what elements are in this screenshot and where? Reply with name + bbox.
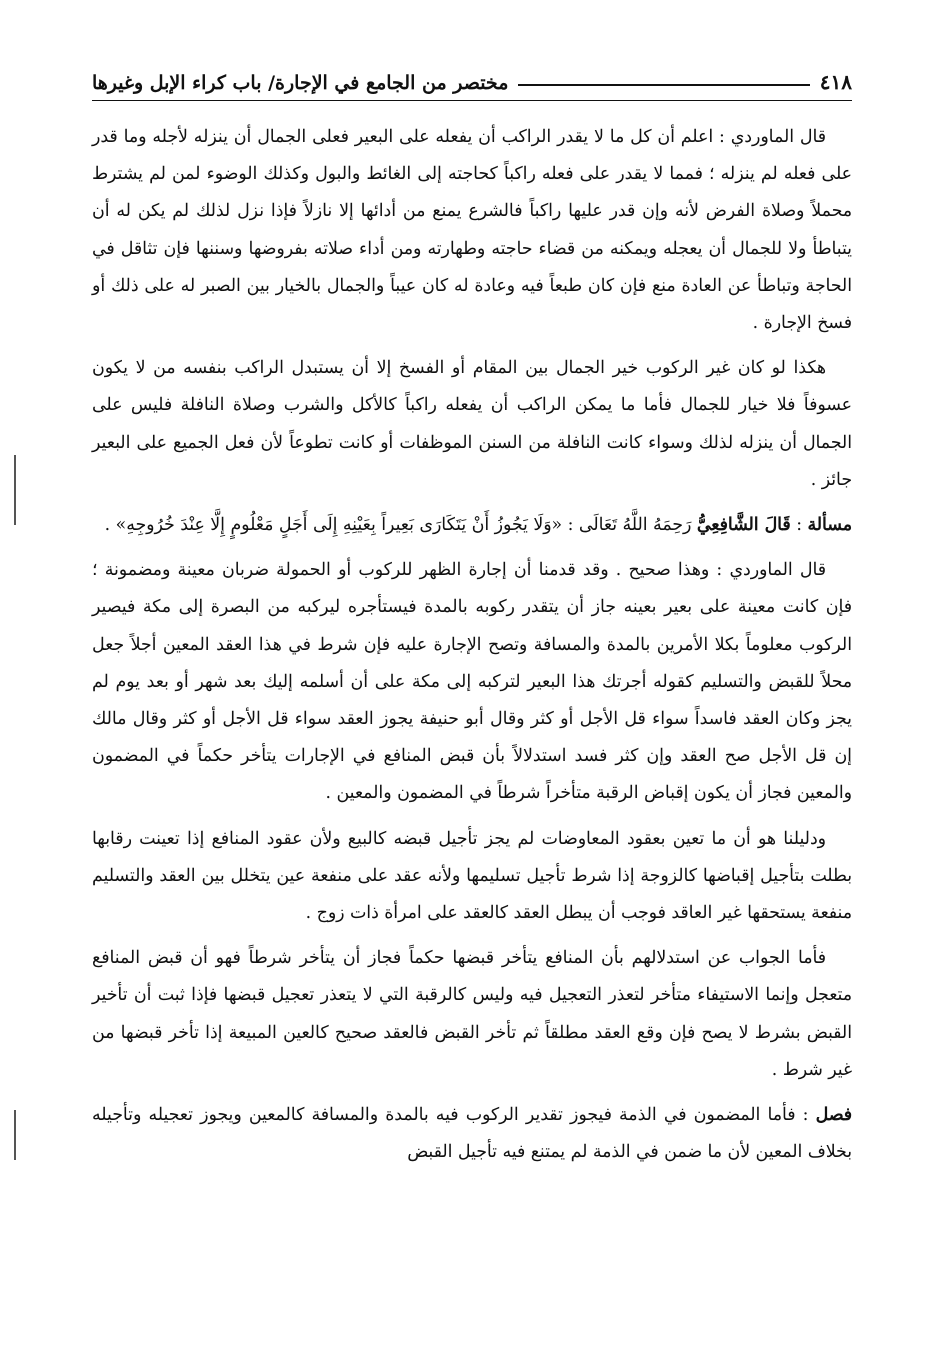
paragraph-4: ودليلنا هو أن ما تعين بعقود المعاوضات لم يجز تأجيل قبضه كالبيع ولأن عقود المنافع إذا تعينت رقابها بطلت بتأجيل إقباضها كالزوجة إذا شرط تأجيل تسليمها ولأنه عقد على منفعة عين يتخلل بين العقد والتسليم منفعة يستحقها غير العاقد فوجب أن يبطل العقد كالعقد على امرأة ذات زوج . [92,828,852,924]
fasl-paragraph [92,1097,852,1171]
issue-imam: قَالَ الشَّافِعِيُّ [696,515,791,536]
scan-margin-mark [14,455,16,525]
issue-label: مسألة [807,515,852,536]
fasl-text: : فأما المضمون في الذمة فيجوز تقدير الركوب فيه بالمدة والمسافة كالمعين ويجوز تعجيله وتأجيله بخلاف المعين لأن ما ضمن في الذمة لم يمتنع فيه تأجيل القبض [92,1105,852,1163]
running-header [92,70,852,101]
paragraph-3: قال الماوردي : وهذا صحيح . وقد قدمنا أن إجارة الظهر للركوب أو الحمولة ضربان معينة ومضمونة ؛ فإن كانت معينة على بعير بعينه جاز أن يتقدر ركوبه بالمدة فيستأجره ليركبه من البصرة إلى مكة فيصير الركوب معلوماً بكلا الأمرين بالمدة والمسافة وتصح الإجارة عليه فإن شرط في هذا العقد المعين أجلاً جعل محلاً للقبض والتسليم كقوله أجرتك هذا البعير لتركبه إلى مكة على أن أسلمه إليك بعد شهر أو بعد يوم لم يجز وكان العقد فاسداً سواء قل الأجل أو كثر وقال أبو حنيفة يجوز العقد سواء قل الأجل أو كثر وقال مالك إن قل الأجل صح العقد وإن كثر فسد استدلالاً بأن قبض المنافع في الإجارات يتأخر حكماً في المضمون والمعين فجاز أن يكون إقباض الرقبة متأخراً شرطاً في المضمون والمعين . [92,560,852,804]
header-rule [518,84,809,86]
body-text [92,119,852,1171]
running-title: مختصر من الجامع في الإجارة/ باب كراء الإبل وغيرها [92,72,509,94]
paragraph-5: فأما الجواب عن استدلالهم بأن المنافع يتأخر قبضها حكماً فجاز أن يتأخر شرطاً فهو أن قبض المنافع متعجل وإنما الاستيفاء متأخر لتعذر التعجيل فيه وليس كالرقبة التي لا يتعذر تعجيل قبضها فإذا ثبت أن تأخير القبض بشرط لا يصح فإن وقع العقد مطلقاً ثم تأخر القبض فالعقد صحيح كالعين المبيعة إذا تأخر قبضها من غير شرط . [92,948,852,1080]
page [92,70,852,1179]
issue-paragraph: مسألة : قَالَ الشَّافِعِيُّ رَحِمَهُ اللَّهُ تَعَالَى : «وَلَا يَجُوزُ أَنْ يَتَكَارَى بَعِيراً بِعَيْنِهِ إِلَى أَجَلٍ مَعْلُومٍ إِلَّا عِنْدَ خُرُوجِهِ» . [104,515,852,536]
paragraph-1: قال الماوردي : اعلم أن كل ما لا يقدر الراكب أن يفعله على البعير فعلى الجمال أن ينزله لأجله وما قدر على فعله لم ينزله ؛ فمما لا يقدر على فعله راكباً كحاجته إلى الغائط والبول وكذلك الوضوء لمن لم يشترط محملاً وصلاة الفرض لأنه وإن قدر عليها راكباً فالشرع يمنع من أدائها إلا نازلاً فإذا نزل لذلك لم يكن له أن يتباطأ ولا للجمال أن يعجله ويمكنه من قضاء حاجته وطهارته ومن أداء صلاته بفروضها وسننها فإن تثاقل في الحاجة وتباطأ عن العادة منع فإن كان طبعاً فيه وعادة له كان عيباً والجمال بالخيار بين الصبر له على ذلك أو فسخ الإجارة . [92,127,852,334]
fasl-label: فصل [815,1105,852,1126]
scan-margin-mark [14,1110,16,1160]
page-number: ٤١٨ [819,70,852,94]
issue-text: رَحِمَهُ اللَّهُ تَعَالَى : «وَلَا يَجُوزُ أَنْ يَتَكَارَى بَعِيراً بِعَيْنِهِ إِلَى أَجَلٍ مَعْلُومٍ إِلَّا عِنْدَ خُرُوجِهِ» . [104,515,692,536]
paragraph-2: هكذا لو كان غير الركوب خير الجمال بين المقام أو الفسخ إلا أن يستبدل الراكب بنفسه من لا يكون عسوفاً فلا خيار للجمال فأما ما يمكن الراكب أن يفعله راكباً كالأكل والشرب وصلاة النافلة فليس على الجمال أن ينزله لذلك وسواء كانت النافلة من السنن الموظفات أو كانت تطوعاً لأن فعل الجميع على البعير جائز . [92,358,852,490]
